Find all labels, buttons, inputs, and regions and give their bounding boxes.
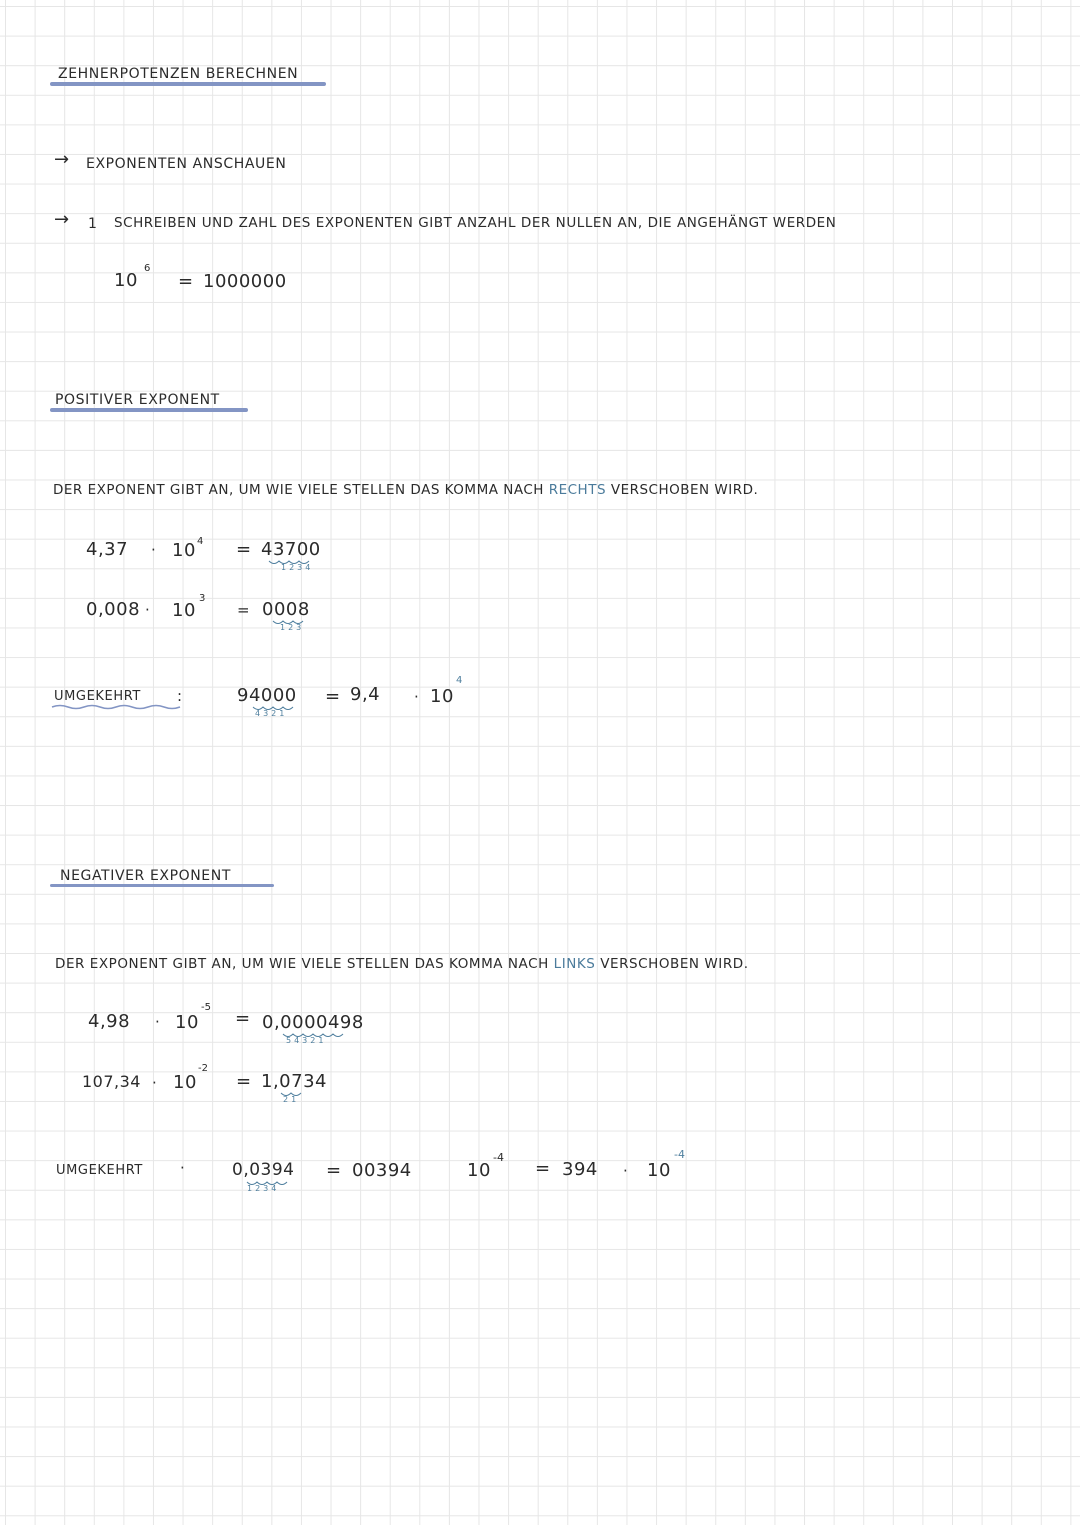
negative-ex2-dot: ·: [152, 1074, 158, 1092]
positive-ex1-equals: =: [236, 539, 252, 560]
positive-ex2-equals: =: [237, 601, 251, 619]
negative-ex2-result: 1,0734: [261, 1071, 327, 1092]
positive-description: [53, 484, 758, 498]
negative-ex1-base: 10: [175, 1012, 199, 1033]
negative-reverse-equals: =: [326, 1160, 342, 1181]
negative-ex1-exponent: -5: [201, 1002, 211, 1013]
negative-reverse-number: 0,0394: [232, 1160, 295, 1180]
positive-ex1-dot: ·: [151, 541, 157, 559]
positive-heading: POSITIVER EXPONENT: [55, 392, 220, 408]
positive-ex2-number: 0,008: [86, 599, 141, 620]
positive-ex2-counts: 123: [280, 623, 305, 632]
negative-heading-highlight: [50, 884, 274, 887]
step2-arrow: →: [54, 209, 71, 230]
step1-arrow: →: [54, 149, 71, 170]
positive-reverse-label: UMGEKEHRT: [54, 689, 141, 704]
positive-reverse-dot: ·: [414, 688, 420, 706]
negative-ex1-dot: ·: [155, 1013, 161, 1031]
positive-ex2-exponent: 3: [199, 593, 206, 604]
negative-reverse-colon: ·: [180, 1159, 186, 1177]
negative-reverse-exponent1: -4: [493, 1151, 504, 1164]
positive-reverse-counts: 4321: [255, 709, 288, 718]
negative-reverse-label: UMGEKEHRT: [56, 1163, 143, 1178]
positive-ex1-base: 10: [172, 540, 196, 561]
negative-ex2-equals: =: [236, 1071, 252, 1092]
positive-reverse-number: 94000: [237, 685, 297, 706]
step1-text: EXPONENTEN ANSCHAUEN: [86, 156, 287, 172]
negative-ex1-counts: 54321: [286, 1036, 327, 1045]
positive-reverse-underline: [50, 703, 190, 711]
negative-desc-before: DER EXPONENT GIBT AN, UM WIE VIELE STELLEN DAS KOMMA NACH: [55, 956, 549, 972]
title-highlight: [50, 82, 326, 86]
negative-ex1-equals: =: [235, 1008, 251, 1029]
positive-reverse-equals: =: [325, 686, 341, 707]
example0-exponent: 6: [144, 263, 151, 274]
positive-desc-highlight: RECHTS: [548, 482, 607, 498]
positive-reverse-colon: :: [177, 687, 184, 705]
negative-reverse-base2: 10: [647, 1160, 671, 1181]
negative-heading: NEGATIVER EXPONENT: [60, 868, 231, 884]
negative-reverse-dot: ·: [623, 1162, 629, 1180]
negative-ex2-exponent: -2: [198, 1063, 208, 1074]
negative-reverse-result: 394: [562, 1159, 598, 1180]
positive-ex1-exponent: 4: [197, 536, 204, 547]
positive-ex1-number: 4,37: [86, 539, 129, 560]
negative-desc-after: VERSCHOBEN WIRD.: [600, 956, 749, 972]
positive-desc-before: DER EXPONENT GIBT AN, UM WIE VIELE STELLEN DAS KOMMA NACH: [53, 482, 544, 498]
positive-ex2-base: 10: [172, 600, 196, 621]
negative-ex1-result: 0,0000498: [262, 1012, 364, 1033]
example0-equals: =: [178, 271, 194, 292]
negative-reverse-counts: 1234: [247, 1184, 280, 1193]
negative-reverse-mid: 00394: [352, 1160, 412, 1181]
example0-base: 10: [114, 270, 138, 291]
negative-ex2-counts: 21: [283, 1095, 300, 1104]
negative-ex2-number: 107,34: [82, 1072, 141, 1091]
negative-reverse-base1: 10: [467, 1160, 491, 1181]
page-title: ZEHNERPOTENZEN BERECHNEN: [58, 66, 299, 82]
positive-reverse-base: 10: [430, 686, 454, 707]
example0-result: 1000000: [203, 271, 287, 292]
negative-desc-highlight: LINKS: [553, 956, 596, 972]
step2-number: 1: [88, 216, 98, 232]
negative-reverse-exponent2: -4: [674, 1148, 685, 1161]
step2-text: SCHREIBEN UND ZAHL DES EXPONENTEN GIBT ANZAHL DER NULLEN AN, DIE ANGEHÄNGT WERDEN: [114, 215, 837, 231]
negative-description: [55, 958, 749, 972]
negative-ex1-number: 4,98: [88, 1011, 131, 1032]
positive-reverse-exponent: 4: [456, 675, 463, 686]
positive-ex1-counts: 1234: [281, 563, 314, 572]
positive-ex1-result: 43700: [261, 539, 321, 560]
positive-heading-highlight: [50, 408, 248, 412]
positive-reverse-result: 9,4: [350, 684, 381, 705]
negative-ex2-base: 10: [173, 1072, 197, 1093]
negative-reverse-equals2: =: [535, 1158, 551, 1179]
positive-ex2-result: 0008: [262, 599, 310, 620]
positive-ex2-dot: ·: [145, 601, 151, 619]
positive-desc-after: VERSCHOBEN WIRD.: [610, 482, 759, 498]
